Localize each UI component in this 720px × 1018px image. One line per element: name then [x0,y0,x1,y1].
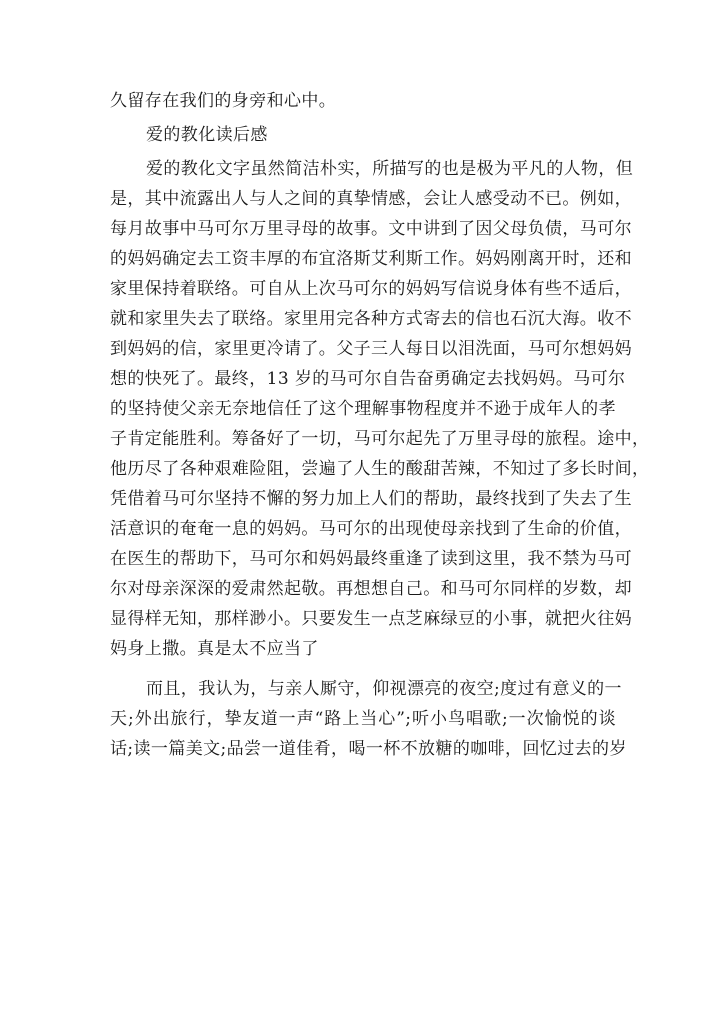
paragraph-line: 在医生的帮助下，马可尔和妈妈最终重逢了读到这里，我不禁为马可 [110,549,632,569]
paragraph-line: 天;外出旅行，挚友道一声“路上当心”;听小鸟唱歌;一次愉悦的谈 [110,709,616,729]
paragraph-line: 他历尽了各种艰难险阻，尝遍了人生的酸甜苦辣，不知过了多长时间， [110,459,650,479]
paragraph-line: 子肯定能胜利。筹备好了一切，马可尔起先了万里寻母的旅程。途中， [110,429,650,449]
paragraph-line: 每月故事中马可尔万里寻母的故事。文中讲到了因父母负债，马可尔 [110,219,632,239]
paragraph-line: 的坚持使父亲无奈地信任了这个理解事物程度并不逊于成年人的孝 [110,399,616,419]
text-line: 久留存在我们的身旁和心中。 [110,91,337,111]
spacer [110,664,616,674]
document-page [110,86,650,764]
section-title: 爱的教化读后感 [146,125,268,145]
paragraph-line: 想的快死了。最终，13 岁的马可尔自告奋勇确定去找妈妈。马可尔 [110,369,626,389]
paragraph-line: 就和家里失去了联络。家里用完各种方式寄去的信也石沉大海。收不 [110,309,632,329]
paragraph-line: 凭借着马可尔坚持不懈的努力加上人们的帮助，最终找到了失去了生 [110,489,632,509]
paragraph-line: 显得样无知，那样渺小。只要发生一点芝麻绿豆的小事，就把火往妈 [110,609,632,629]
paragraph-line: 家里保持着联络。可自从上次马可尔的妈妈写信说身体有些不适后， [110,279,632,299]
paragraph-line: 而且，我认为，与亲人厮守，仰视漂亮的夜空;度过有意义的一 [146,679,622,699]
paragraph-line: 是，其中流露出人与人之间的真挚情感，会让人感受动不已。例如， [110,189,632,209]
paragraph-line: 到妈妈的信，家里更冷请了。父子三人每日以泪洗面，马可尔想妈妈 [110,339,632,359]
paragraph-line: 话;读一篇美文;品尝一道佳肴，喝一杯不放糖的咖啡，回忆过去的岁 [110,739,627,759]
paragraph-line: 尔对母亲深深的爱肃然起敬。再想想自己。和马可尔同样的岁数，却 [110,579,632,599]
paragraph-line: 的妈妈确定去工资丰厚的布宜洛斯艾利斯工作。妈妈刚离开时，还和 [110,249,632,269]
paragraph-line: 妈身上撒。真是太不应当了 [110,639,319,659]
paragraph-line: 活意识的奄奄一息的妈妈。马可尔的出现使母亲找到了生命的价值， [110,519,632,539]
paragraph-2 [110,674,627,764]
paragraph-1 [110,154,650,664]
paragraph-line: 爱的教化文字虽然简洁朴实，所描写的也是极为平凡的人物，但 [146,159,634,179]
